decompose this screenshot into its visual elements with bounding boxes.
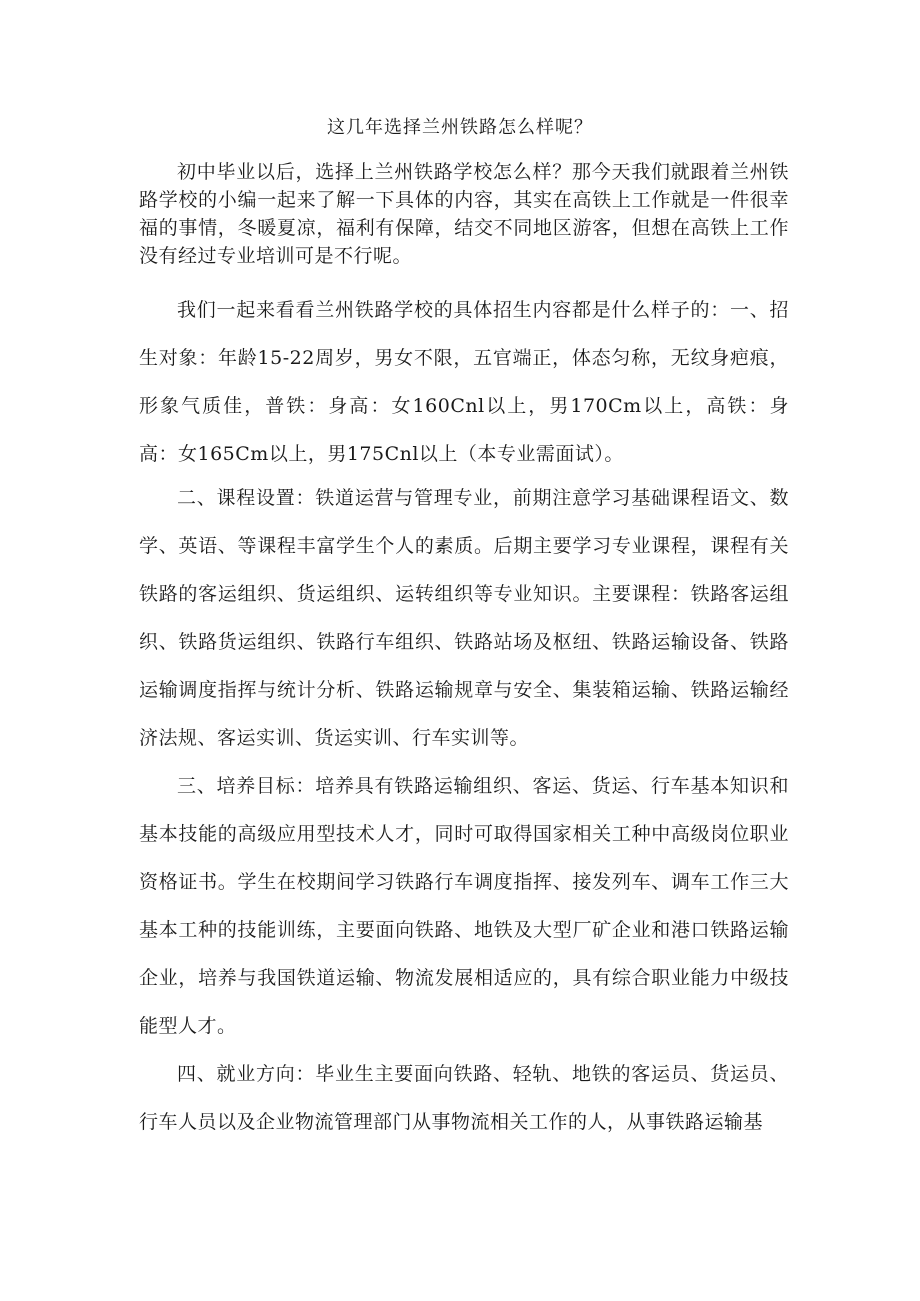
paragraph-training-goals: 三、培养目标：培养具有铁路运输组织、客运、货运、行车基本知识和基本技能的高级应用型技术人才，同时可取得国家相关工种中高级岗位职业资格证书。学生在校期间学习铁路行车调度指挥、接发列车、调车工作三大基本工种的技能训练，主要面向铁路、地铁及大型厂矿企业和港口铁路运输企业，培养与我国铁道运输、物流发展相适应的，具有综合职业能力中级技能型人才。 bbox=[139, 775, 789, 1037]
document-title: 这几年选择兰州铁路怎么样呢？ bbox=[327, 117, 593, 138]
paragraph-intro: 初中毕业以后，选择上兰州铁路学校怎么样？那今天我们就跟着兰州铁路学校的小编一起来了解一下具体的内容，其实在高铁上工作就是一件很幸福的事情，冬暖夏凉，福利有保障，结交不同地区游客，但想在高铁上工作没有经过专业培训可是不行呢。 bbox=[139, 161, 789, 267]
paragraph-curriculum: 二、课程设置：铁道运营与管理专业，前期注意学习基础课程语文、数学、英语、等课程丰富学生个人的素质。后期主要学习专业课程，课程有关铁路的客运组织、货运组织、运转组织等专业知识。主要课程：铁路客运组织、铁路货运组织、铁路行车组织、铁路站场及枢纽、铁路运输设备、铁路运输调度指挥与统计分析、铁路运输规章与安全、集装箱运输、铁路运输经济法规、客运实训、货运实训、行车实训等。 bbox=[139, 487, 789, 749]
paragraph-enrollment: 我们一起来看看兰州铁路学校的具体招生内容都是什么样子的：一、招生对象：年龄15-22周岁，男女不限，五官端正，体态匀称，无纹身疤痕，形象气质佳，普铁：身高：女160Cnl以上，男170Cm以上，高铁：身高：女165Cm以上，男175Cnl以上（本专业需面试）。 bbox=[139, 299, 789, 465]
paragraph-employment: 四、就业方向：毕业生主要面向铁路、轻轨、地铁的客运员、货运员、行车人员以及企业物流管理部门从事物流相关工作的人，从事铁路运输基 bbox=[139, 1063, 789, 1133]
